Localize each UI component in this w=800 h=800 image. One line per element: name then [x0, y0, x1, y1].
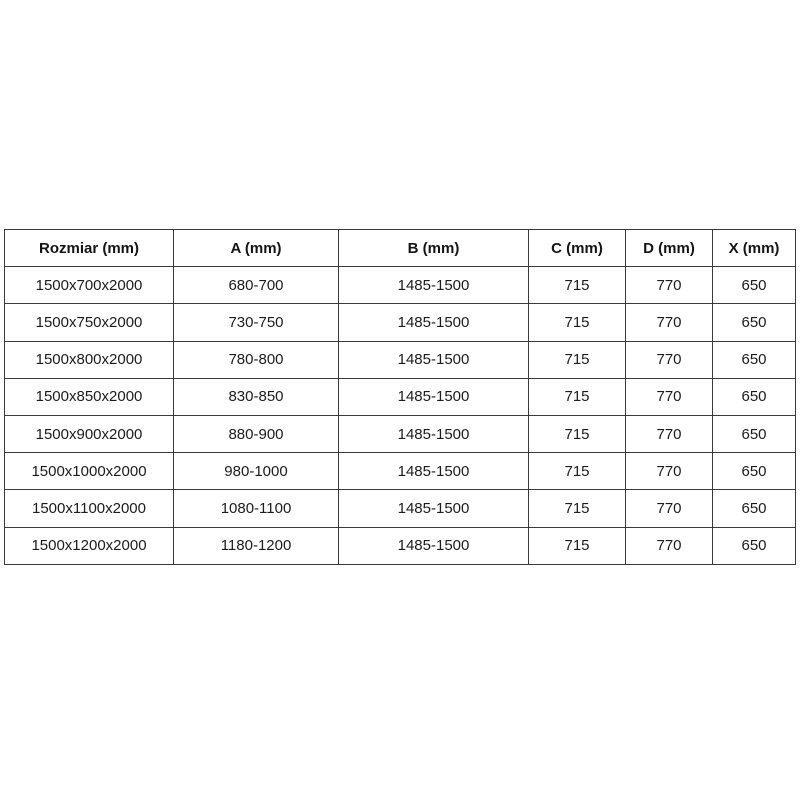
table-cell: 650: [713, 490, 796, 527]
table-cell: 1500x1000x2000: [5, 453, 174, 490]
table-cell: 1500x850x2000: [5, 378, 174, 415]
table-cell: 650: [713, 304, 796, 341]
table-cell: 830-850: [174, 378, 339, 415]
table-cell: 1180-1200: [174, 527, 339, 564]
table-cell: 650: [713, 341, 796, 378]
table-cell: 1485-1500: [339, 453, 529, 490]
table-cell: 1500x1100x2000: [5, 490, 174, 527]
table-cell: 1485-1500: [339, 527, 529, 564]
table-cell: 780-800: [174, 341, 339, 378]
column-header: X (mm): [713, 230, 796, 267]
table-cell: 770: [626, 527, 713, 564]
table-cell: 1500x700x2000: [5, 267, 174, 304]
table-row: [5, 341, 796, 378]
table-row: [5, 267, 796, 304]
column-header: D (mm): [626, 230, 713, 267]
table-cell: 1080-1100: [174, 490, 339, 527]
column-header: B (mm): [339, 230, 529, 267]
table-cell: 650: [713, 267, 796, 304]
table-row: [5, 304, 796, 341]
table-cell: 715: [529, 453, 626, 490]
table-row: [5, 378, 796, 415]
table-cell: 715: [529, 527, 626, 564]
table-cell: 980-1000: [174, 453, 339, 490]
table-header: [5, 230, 796, 267]
table-cell: 1485-1500: [339, 341, 529, 378]
table-cell: 770: [626, 415, 713, 452]
table-cell: 715: [529, 341, 626, 378]
table-cell: 650: [713, 415, 796, 452]
table-cell: 1500x1200x2000: [5, 527, 174, 564]
table-cell: 770: [626, 453, 713, 490]
table-cell: 1500x750x2000: [5, 304, 174, 341]
table-row: [5, 415, 796, 452]
table-cell: 1485-1500: [339, 378, 529, 415]
table-cell: 770: [626, 341, 713, 378]
table-cell: 770: [626, 267, 713, 304]
size-spec-table: [4, 229, 796, 565]
table-cell: 770: [626, 378, 713, 415]
table-cell: 770: [626, 490, 713, 527]
table-cell: 1485-1500: [339, 267, 529, 304]
table-cell: 1485-1500: [339, 304, 529, 341]
column-header: Rozmiar (mm): [5, 230, 174, 267]
header-row: [5, 230, 796, 267]
table-cell: 1485-1500: [339, 415, 529, 452]
table-cell: 715: [529, 378, 626, 415]
table-cell: 650: [713, 527, 796, 564]
table-cell: 1500x900x2000: [5, 415, 174, 452]
table-body: [5, 267, 796, 565]
table-cell: 650: [713, 378, 796, 415]
table-cell: 880-900: [174, 415, 339, 452]
column-header: A (mm): [174, 230, 339, 267]
table-cell: 730-750: [174, 304, 339, 341]
table-cell: 1500x800x2000: [5, 341, 174, 378]
table-cell: 1485-1500: [339, 490, 529, 527]
table-row: [5, 490, 796, 527]
table-cell: 715: [529, 490, 626, 527]
table-row: [5, 527, 796, 564]
table-cell: 770: [626, 304, 713, 341]
table-cell: 715: [529, 267, 626, 304]
column-header: C (mm): [529, 230, 626, 267]
table-row: [5, 453, 796, 490]
table-cell: 680-700: [174, 267, 339, 304]
table-cell: 650: [713, 453, 796, 490]
table-cell: 715: [529, 304, 626, 341]
table-cell: 715: [529, 415, 626, 452]
